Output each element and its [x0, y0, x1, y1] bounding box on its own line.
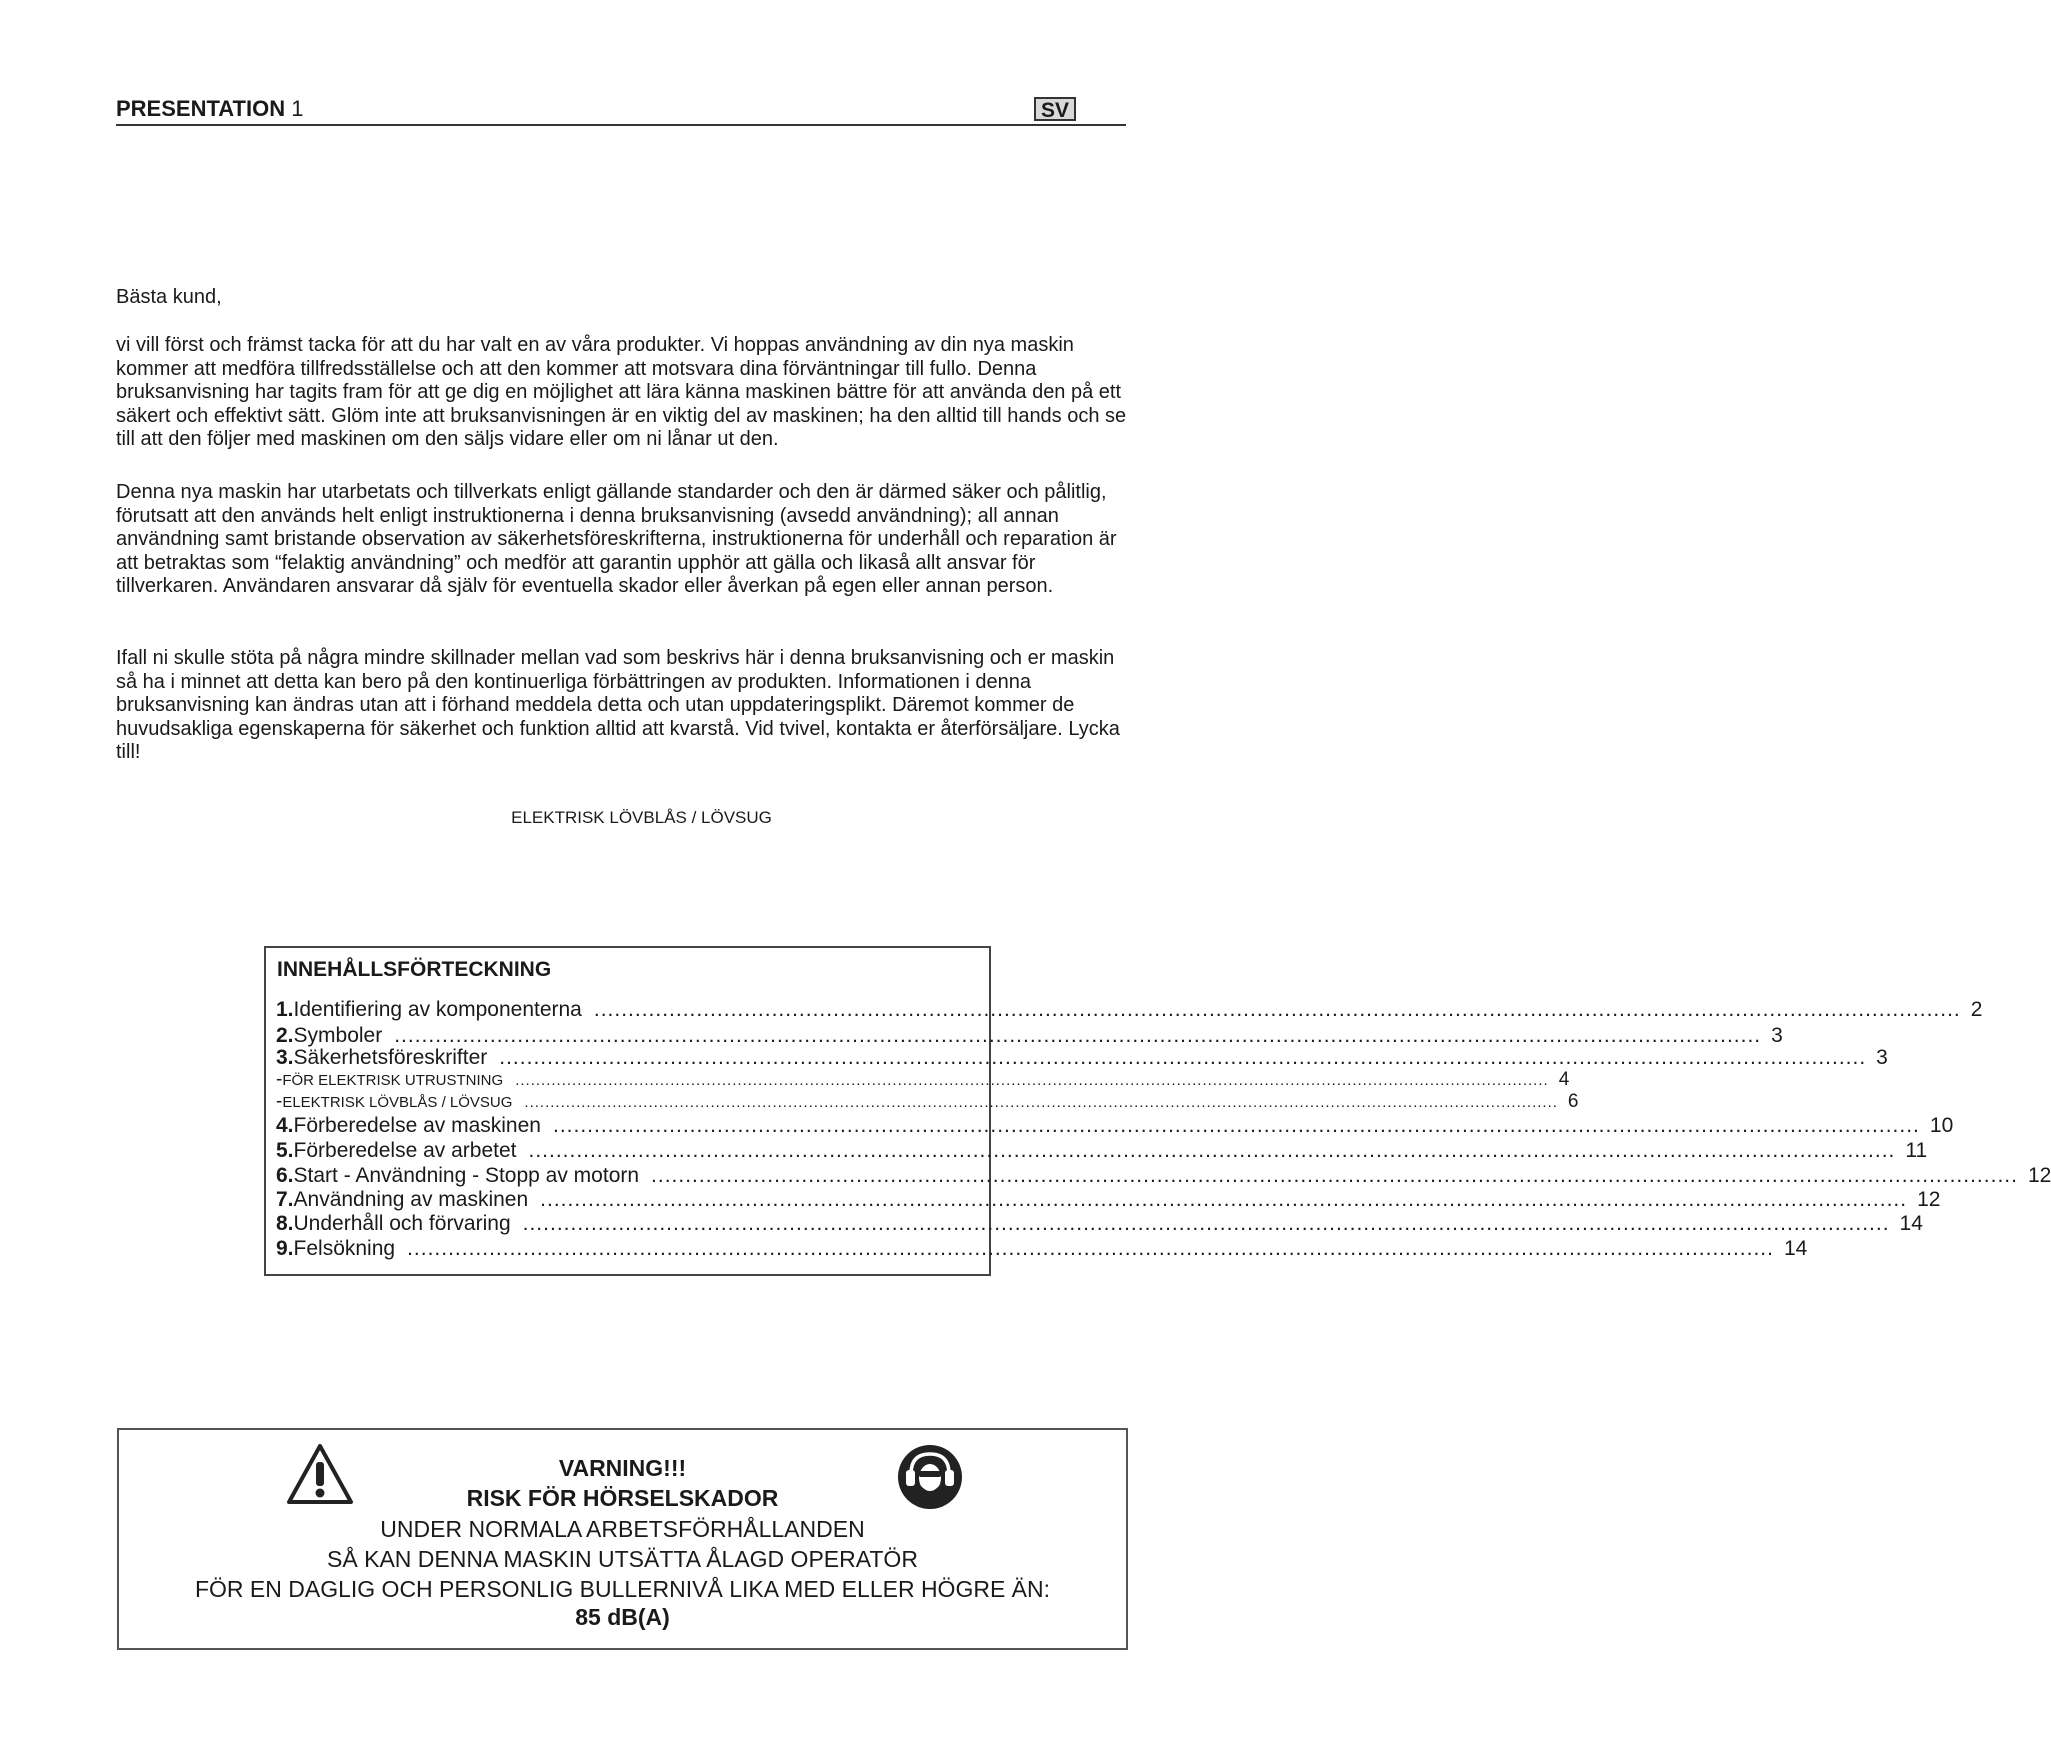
paragraph-intro: [116, 334, 1136, 452]
paragraph-changes: [116, 647, 1136, 765]
toc-entry-page: 2: [1970, 998, 1983, 1021]
toc-entry-page: 14: [1899, 1212, 1923, 1235]
toc-entry-page: 11: [1905, 1139, 1928, 1162]
toc-leader-dots: ........................................................................................................................................................................................................: [407, 1237, 1774, 1260]
toc-leader-dots: ........................................................................................................................................................................................................: [394, 1024, 1762, 1047]
product-name-text: ELEKTRISK LÖVBLÅS / LÖVSUG: [511, 808, 772, 827]
noise-level-value: 85 dB(A): [575, 1604, 670, 1630]
toc-entry-number: 8.: [276, 1212, 294, 1235]
toc-entry-number: 6.: [276, 1164, 294, 1187]
section-title: [116, 96, 303, 122]
toc-entry: [276, 1091, 1579, 1115]
toc-leader-dots: ........................................................................................................................................................................................................: [528, 1139, 1896, 1162]
toc-leader-dots: ........................................................................................................................................................................................................: [593, 998, 1961, 1021]
toc-entry-label: Förberedelse av maskinen: [293, 1114, 541, 1137]
toc-leader-dots: ........................................................................................................................................................................................................: [651, 1164, 2018, 1187]
toc-entry-number: -: [276, 1091, 283, 1112]
warning-text-line: UNDER NORMALA ARBETSFÖRHÅLLANDEN: [380, 1516, 865, 1542]
toc-entry-label: Felsökning: [293, 1237, 396, 1260]
toc-leader-dots: ........................................................................................................................................................................................................: [522, 1212, 1890, 1235]
toc-entry: [276, 1188, 1941, 1212]
noise-warning-box: [117, 1428, 1128, 1650]
toc-entry: [276, 1139, 1928, 1163]
toc-entry-number: 2.: [276, 1024, 294, 1047]
toc-entry-page: 4: [1558, 1069, 1570, 1090]
language-badge: SV: [1034, 97, 1076, 121]
toc-entry: [276, 1212, 1923, 1236]
toc-entry-number: 3.: [276, 1046, 294, 1069]
toc-entry: [276, 1164, 2051, 1188]
greeting: Bästa kund,: [116, 286, 222, 308]
toc-entry-number: 9.: [276, 1237, 294, 1260]
warning-text-line: SÅ KAN DENNA MASKIN UTSÄTTA ÅLAGD OPERATÖR: [327, 1546, 918, 1572]
toc-entry-page: 6: [1567, 1091, 1579, 1112]
toc-entry: [276, 1237, 1808, 1261]
toc-entry-label: Användning av maskinen: [293, 1188, 529, 1211]
toc-entry-number: 4.: [276, 1114, 294, 1137]
page-header: [116, 94, 1126, 126]
toc-entry: [276, 998, 1983, 1022]
paragraph-text: Ifall ni skulle stöta på några mindre skillnader mellan vad som beskrivs här i denna bruksanvisning och er maskin så ha i minnet att detta kan bero på den kontinuerliga förbättringen av produkten. Informationen i denna bruksanvisning kan ändras utan att i förhand meddela detta och utan uppdateringsplikt. Däremot kommer de huvudsakliga egenskaperna för säkerhet och funktion alltid att kvarstå. Vid tvivel, kontakta er återförsäljare. Lycka till!: [116, 647, 1120, 763]
paragraph-text: vi vill först och främst tacka för att du har valt en av våra produkter. Vi hoppas användning av din nya maskin kommer att medföra tillfredsställelse och att den kommer att motsvara dina förväntningar till fullo. Denna bruksanvisning har tagits fram för att ge dig en möjlighet att lära känna maskinen bättre för att använda den på ett säkert och effektivt sätt. Glöm inte att bruksanvisningen är en viktig del av maskinen; ha den alltid till hands och se till att den följer med maskinen om den säljs vidare eller om ni lånar ut den.: [116, 334, 1127, 450]
toc-entry-page: 3: [1876, 1046, 1888, 1069]
warning-subtitle: RISK FÖR HÖRSELSKADOR: [466, 1485, 779, 1511]
toc-entry-page: 14: [1783, 1237, 1808, 1260]
toc-entry: [276, 1046, 1888, 1070]
toc-leader-dots: ........................................................................................................................................................................................................: [499, 1046, 1867, 1069]
warning-title: VARNING!!!: [558, 1455, 687, 1481]
toc-leader-dots: ........................................................................................................................................................................................................: [540, 1188, 1908, 1211]
paragraph-safety: [116, 481, 1136, 599]
section-title-text: PRESENTATION: [116, 96, 286, 121]
product-name: [0, 808, 1241, 828]
toc-entry-label: FÖR ELEKTRISK UTRUSTNING: [282, 1072, 504, 1089]
toc-entry-page: 3: [1771, 1024, 1783, 1047]
toc-entry: [276, 1024, 1783, 1048]
table-of-contents: [264, 946, 2051, 1276]
toc-entry-number: -: [276, 1069, 283, 1090]
toc-entry-label: Symboler: [293, 1024, 383, 1047]
toc-entry-label: Identifiering av komponenterna: [293, 998, 582, 1021]
toc-entry-page: 12: [2027, 1164, 2051, 1187]
toc-leader-dots: ........................................................................................................................................................................................................: [552, 1114, 1920, 1137]
toc-entry-number: 1.: [276, 998, 294, 1021]
toc-entry-label: Förberedelse av arbetet: [293, 1139, 517, 1162]
toc-entry-number: 5.: [276, 1139, 294, 1162]
toc-entry-label: ELEKTRISK LÖVBLÅS / LÖVSUG: [282, 1094, 513, 1111]
warning-text-line: FÖR EN DAGLIG OCH PERSONLIG BULLERNIVÅ LIKA MED ELLER HÖGRE ÄN:: [194, 1576, 1051, 1602]
toc-entry-page: 10: [1929, 1114, 1954, 1137]
toc-entry-number: 7.: [276, 1188, 294, 1211]
toc-entry: [276, 1069, 1570, 1093]
toc-entry: [276, 1114, 1954, 1138]
paragraph-text: Denna nya maskin har utarbetats och tillverkats enligt gällande standarder och den är därmed säker och pålitlig, förutsatt att den används helt enligt instruktionerna i denna bruksanvisning (avsedd användning); all annan användning samt bristande observation av säkerhetsföreskrifterna, instruktionerna för underhåll och reparation är att betraktas som “felaktig användning” och medför att garantin upphör att gälla och likaså allt ansvar för tillverkaren. Användaren ansvarar då själv för eventuella skador eller åverkan på egen eller annan person.: [116, 481, 1117, 597]
toc-entry-page: 12: [1917, 1188, 1941, 1211]
toc-leader-dots: ........................................................................................................................................................................................................: [515, 1072, 1549, 1089]
toc-entry-label: Underhåll och förvaring: [293, 1212, 511, 1235]
toc-entry-label: Säkerhetsföreskrifter: [293, 1046, 488, 1069]
toc-leader-dots: ........................................................................................................................................................................................................: [524, 1094, 1558, 1111]
toc-title: INNEHÅLLSFÖRTECKNING: [277, 958, 552, 981]
toc-entry-label: Start - Användning - Stopp av motorn: [293, 1164, 640, 1187]
page-number: 1: [291, 96, 304, 121]
